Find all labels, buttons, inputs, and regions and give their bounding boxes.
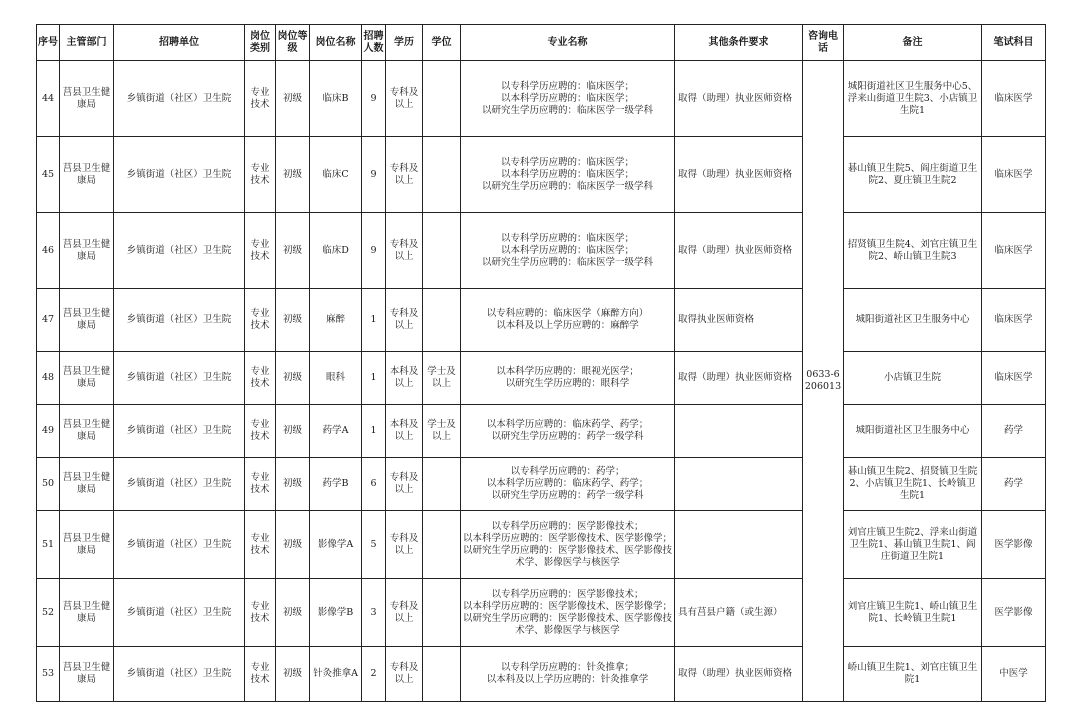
major-line: 以本科学历应聘的：临床药学、药学； bbox=[486, 478, 649, 489]
cell-cond: 取得（助理）执业医师资格 bbox=[675, 647, 803, 702]
cell-major bbox=[461, 137, 675, 213]
cell-post: 临床C bbox=[310, 137, 362, 213]
major-line: 以专科学历应聘的：临床医学； bbox=[500, 80, 634, 92]
cell-level: 初级 bbox=[276, 579, 310, 647]
cell-unit: 乡镇街道（社区）卫生院 bbox=[114, 458, 245, 511]
cell-cond bbox=[675, 458, 803, 511]
cell-edu: 专科及以上 bbox=[386, 137, 423, 213]
cell-cat: 专业技术 bbox=[245, 579, 276, 647]
cell-post: 药学A bbox=[310, 405, 362, 458]
cell-degree bbox=[423, 213, 461, 289]
cell-dept: 莒县卫生健康局 bbox=[60, 61, 114, 137]
cell-degree bbox=[423, 458, 461, 511]
cell-major bbox=[461, 458, 675, 511]
cell-note: 刘官庄镇卫生院1、峤山镇卫生院1、长岭镇卫生院1 bbox=[844, 579, 982, 647]
cell-no: 46 bbox=[37, 213, 60, 289]
cell-exam: 临床医学 bbox=[982, 137, 1046, 213]
cell-cat: 专业技术 bbox=[245, 405, 276, 458]
table-row bbox=[37, 647, 1046, 702]
cell-cat: 专业技术 bbox=[245, 511, 276, 579]
major-line: 以本科及以上学历应聘的：针灸推拿学 bbox=[486, 674, 649, 685]
cell-major bbox=[461, 511, 675, 579]
cell-note: 峤山镇卫生院1、刘官庄镇卫生院1 bbox=[844, 647, 982, 702]
recruitment-table-container bbox=[36, 24, 1045, 702]
cell-cat: 专业技术 bbox=[245, 289, 276, 352]
major-line: 以专科学历应聘的：医学影像技术； bbox=[491, 520, 644, 532]
cell-unit: 乡镇街道（社区）卫生院 bbox=[114, 511, 245, 579]
cell-degree bbox=[423, 579, 461, 647]
cell-level: 初级 bbox=[276, 137, 310, 213]
cell-no: 49 bbox=[37, 405, 60, 458]
major-line: 以研究生学历应聘的：临床医学一级学科 bbox=[481, 104, 653, 116]
cell-level: 初级 bbox=[276, 647, 310, 702]
major-line: 以专科学历应聘的：医学影像技术； bbox=[491, 588, 644, 600]
cell-cat: 专业技术 bbox=[245, 458, 276, 511]
cell-count: 5 bbox=[362, 511, 386, 579]
major-line: 以本科学历应聘的：医学影像技术、医学影像学； bbox=[462, 600, 672, 612]
table-row bbox=[37, 511, 1046, 579]
cell-unit: 乡镇街道（社区）卫生院 bbox=[114, 213, 245, 289]
cell-cond: 取得（助理）执业医师资格 bbox=[675, 137, 803, 213]
cell-edu: 专科及以上 bbox=[386, 647, 423, 702]
major-line: 以研究生学历应聘的：医学影像技术、医学影像技术学、影像医学与核医学 bbox=[462, 612, 672, 636]
table-row bbox=[37, 579, 1046, 647]
major-line: 以研究生学历应聘的：药学一级学科 bbox=[491, 490, 644, 501]
cell-edu: 专科及以上 bbox=[386, 213, 423, 289]
major-line: 以研究生学历应聘的：医学影像技术、医学影像技术学、影像医学与核医学 bbox=[462, 544, 672, 568]
cell-exam: 临床医学 bbox=[982, 61, 1046, 137]
major-line: 以本科学历应聘的：临床医学； bbox=[500, 168, 634, 180]
cell-dept: 莒县卫生健康局 bbox=[60, 458, 114, 511]
cell-unit: 乡镇街道（社区）卫生院 bbox=[114, 289, 245, 352]
cell-post: 针灸推拿A bbox=[310, 647, 362, 702]
cell-cat: 专业技术 bbox=[245, 352, 276, 405]
header-major: 专业名称 bbox=[461, 25, 675, 61]
cell-exam: 临床医学 bbox=[982, 213, 1046, 289]
cell-exam: 药学 bbox=[982, 458, 1046, 511]
cell-post: 影像学B bbox=[310, 579, 362, 647]
cell-cat: 专业技术 bbox=[245, 213, 276, 289]
cell-dept: 莒县卫生健康局 bbox=[60, 289, 114, 352]
cell-cat: 专业技术 bbox=[245, 137, 276, 213]
cell-level: 初级 bbox=[276, 289, 310, 352]
cell-count: 6 bbox=[362, 458, 386, 511]
cell-cond: 取得（助理）执业医师资格 bbox=[675, 61, 803, 137]
cell-unit: 乡镇街道（社区）卫生院 bbox=[114, 579, 245, 647]
cell-no: 53 bbox=[37, 647, 60, 702]
cell-no: 52 bbox=[37, 579, 60, 647]
cell-level: 初级 bbox=[276, 213, 310, 289]
cell-note: 城阳街道社区卫生服务中心 bbox=[844, 289, 982, 352]
cell-level: 初级 bbox=[276, 458, 310, 511]
cell-edu: 专科及以上 bbox=[386, 458, 423, 511]
cell-unit: 乡镇街道（社区）卫生院 bbox=[114, 405, 245, 458]
cell-edu: 专科及以上 bbox=[386, 579, 423, 647]
cell-dept: 莒县卫生健康局 bbox=[60, 352, 114, 405]
cell-degree bbox=[423, 137, 461, 213]
major-line: 以本科学历应聘的：临床医学； bbox=[500, 92, 634, 104]
header-dept: 主管部门 bbox=[60, 25, 114, 61]
cell-no: 50 bbox=[37, 458, 60, 511]
major-line: 以专科学历应聘的：临床医学； bbox=[500, 232, 634, 244]
cell-no: 48 bbox=[37, 352, 60, 405]
cell-level: 初级 bbox=[276, 61, 310, 137]
cell-post: 眼科 bbox=[310, 352, 362, 405]
cell-dept: 莒县卫生健康局 bbox=[60, 213, 114, 289]
header-edu: 学历 bbox=[386, 25, 423, 61]
cell-no: 44 bbox=[37, 61, 60, 137]
recruitment-table bbox=[36, 24, 1046, 702]
cell-edu: 本科及以上 bbox=[386, 405, 423, 458]
cell-cond: 取得执业医师资格 bbox=[675, 289, 803, 352]
cell-major bbox=[461, 647, 675, 702]
cell-degree bbox=[423, 511, 461, 579]
header-level: 岗位等级 bbox=[276, 25, 310, 61]
major-line: 以本科及以上学历应聘的：麻醉学 bbox=[496, 320, 639, 331]
cell-degree bbox=[423, 647, 461, 702]
cell-level: 初级 bbox=[276, 511, 310, 579]
header-note: 备注 bbox=[844, 25, 982, 61]
cell-cat: 专业技术 bbox=[245, 647, 276, 702]
cell-level: 初级 bbox=[276, 352, 310, 405]
cell-post: 药学B bbox=[310, 458, 362, 511]
cell-unit: 乡镇街道（社区）卫生院 bbox=[114, 61, 245, 137]
major-line: 以专科学历应聘的：药学； bbox=[510, 466, 625, 477]
cell-edu: 专科及以上 bbox=[386, 511, 423, 579]
cell-major bbox=[461, 352, 675, 405]
cell-dept: 莒县卫生健康局 bbox=[60, 137, 114, 213]
cell-exam: 医学影像 bbox=[982, 511, 1046, 579]
cell-note: 城阳街道社区卫生服务中心5、浮来山街道卫生院3、小店镇卫生院1 bbox=[844, 61, 982, 137]
table-row bbox=[37, 289, 1046, 352]
major-line: 以专科学历应聘的：针灸推拿； bbox=[500, 662, 634, 673]
cell-no: 45 bbox=[37, 137, 60, 213]
cell-major bbox=[461, 61, 675, 137]
cell-unit: 乡镇街道（社区）卫生院 bbox=[114, 352, 245, 405]
cell-degree: 学士及以上 bbox=[423, 405, 461, 458]
cell-no: 51 bbox=[37, 511, 60, 579]
cell-major bbox=[461, 405, 675, 458]
header-degree: 学位 bbox=[423, 25, 461, 61]
major-line: 以本科学历应聘的：临床医学； bbox=[500, 244, 634, 256]
header-unit: 招聘单位 bbox=[114, 25, 245, 61]
header-row bbox=[37, 25, 1046, 61]
cell-degree bbox=[423, 61, 461, 137]
major-line: 以本科学历应聘的：医学影像技术、医学影像学； bbox=[462, 532, 672, 544]
cell-cond bbox=[675, 405, 803, 458]
cell-exam: 临床医学 bbox=[982, 289, 1046, 352]
cell-post: 麻醉 bbox=[310, 289, 362, 352]
cell-level: 初级 bbox=[276, 405, 310, 458]
header-cond: 其他条件要求 bbox=[675, 25, 803, 61]
cell-cat: 专业技术 bbox=[245, 61, 276, 137]
cell-exam: 临床医学 bbox=[982, 352, 1046, 405]
header-cat: 岗位类别 bbox=[245, 25, 276, 61]
cell-note: 碁山镇卫生院5、阎庄街道卫生院2、夏庄镇卫生院2 bbox=[844, 137, 982, 213]
cell-post: 临床D bbox=[310, 213, 362, 289]
cell-cond: 取得（助理）执业医师资格 bbox=[675, 352, 803, 405]
cell-note: 小店镇卫生院 bbox=[844, 352, 982, 405]
cell-degree: 学士及以上 bbox=[423, 352, 461, 405]
cell-count: 1 bbox=[362, 405, 386, 458]
cell-unit: 乡镇街道（社区）卫生院 bbox=[114, 137, 245, 213]
cell-count: 3 bbox=[362, 579, 386, 647]
cell-count: 1 bbox=[362, 289, 386, 352]
header-count: 招聘人数 bbox=[362, 25, 386, 61]
major-line: 以专科应聘的：临床医学（麻醉方向） bbox=[486, 308, 649, 319]
major-line: 以本科学历应聘的：临床药学、药学； bbox=[486, 419, 649, 430]
header-phone: 咨询电话 bbox=[803, 25, 844, 61]
cell-cond: 具有莒县户籍（或生源） bbox=[675, 579, 803, 647]
cell-post: 影像学A bbox=[310, 511, 362, 579]
cell-exam: 医学影像 bbox=[982, 579, 1046, 647]
major-line: 以研究生学历应聘的：眼科学 bbox=[505, 378, 630, 389]
cell-phone: 0633-6206013 bbox=[803, 61, 844, 702]
cell-edu: 专科及以上 bbox=[386, 289, 423, 352]
header-no: 序号 bbox=[37, 25, 60, 61]
cell-no: 47 bbox=[37, 289, 60, 352]
cell-major bbox=[461, 213, 675, 289]
cell-dept: 莒县卫生健康局 bbox=[60, 405, 114, 458]
cell-count: 9 bbox=[362, 61, 386, 137]
cell-major bbox=[461, 579, 675, 647]
cell-note: 城阳街道社区卫生服务中心 bbox=[844, 405, 982, 458]
table-row bbox=[37, 61, 1046, 137]
major-line: 以研究生学历应聘的：药学一级学科 bbox=[491, 431, 644, 442]
major-line: 以专科学历应聘的：临床医学； bbox=[500, 156, 634, 168]
cell-unit: 乡镇街道（社区）卫生院 bbox=[114, 647, 245, 702]
cell-post: 临床B bbox=[310, 61, 362, 137]
cell-count: 9 bbox=[362, 137, 386, 213]
header-post: 岗位名称 bbox=[310, 25, 362, 61]
cell-exam: 中医学 bbox=[982, 647, 1046, 702]
cell-degree bbox=[423, 289, 461, 352]
cell-count: 9 bbox=[362, 213, 386, 289]
cell-dept: 莒县卫生健康局 bbox=[60, 511, 114, 579]
cell-exam: 药学 bbox=[982, 405, 1046, 458]
table-row bbox=[37, 458, 1046, 511]
table-row bbox=[37, 137, 1046, 213]
major-line: 以研究生学历应聘的：临床医学一级学科 bbox=[481, 180, 653, 192]
cell-count: 1 bbox=[362, 352, 386, 405]
cell-note: 招贤镇卫生院4、刘官庄镇卫生院2、峤山镇卫生院3 bbox=[844, 213, 982, 289]
cell-edu: 专科及以上 bbox=[386, 61, 423, 137]
cell-note: 碁山镇卫生院2、招贤镇卫生院2、小店镇卫生院1、长岭镇卫生院1 bbox=[844, 458, 982, 511]
cell-dept: 莒县卫生健康局 bbox=[60, 579, 114, 647]
cell-cond bbox=[675, 511, 803, 579]
table-row bbox=[37, 213, 1046, 289]
cell-major bbox=[461, 289, 675, 352]
cell-edu: 本科及以上 bbox=[386, 352, 423, 405]
header-exam: 笔试科目 bbox=[982, 25, 1046, 61]
cell-cond: 取得（助理）执业医师资格 bbox=[675, 213, 803, 289]
cell-note: 刘官庄镇卫生院2、浮来山街道卫生院1、碁山镇卫生院1、阎庄街道卫生院1 bbox=[844, 511, 982, 579]
table-row bbox=[37, 352, 1046, 405]
major-line: 以研究生学历应聘的：临床医学一级学科 bbox=[481, 256, 653, 268]
major-line: 以本科学历应聘的：眼视光医学； bbox=[496, 366, 639, 377]
cell-count: 2 bbox=[362, 647, 386, 702]
table-row bbox=[37, 405, 1046, 458]
cell-dept: 莒县卫生健康局 bbox=[60, 647, 114, 702]
